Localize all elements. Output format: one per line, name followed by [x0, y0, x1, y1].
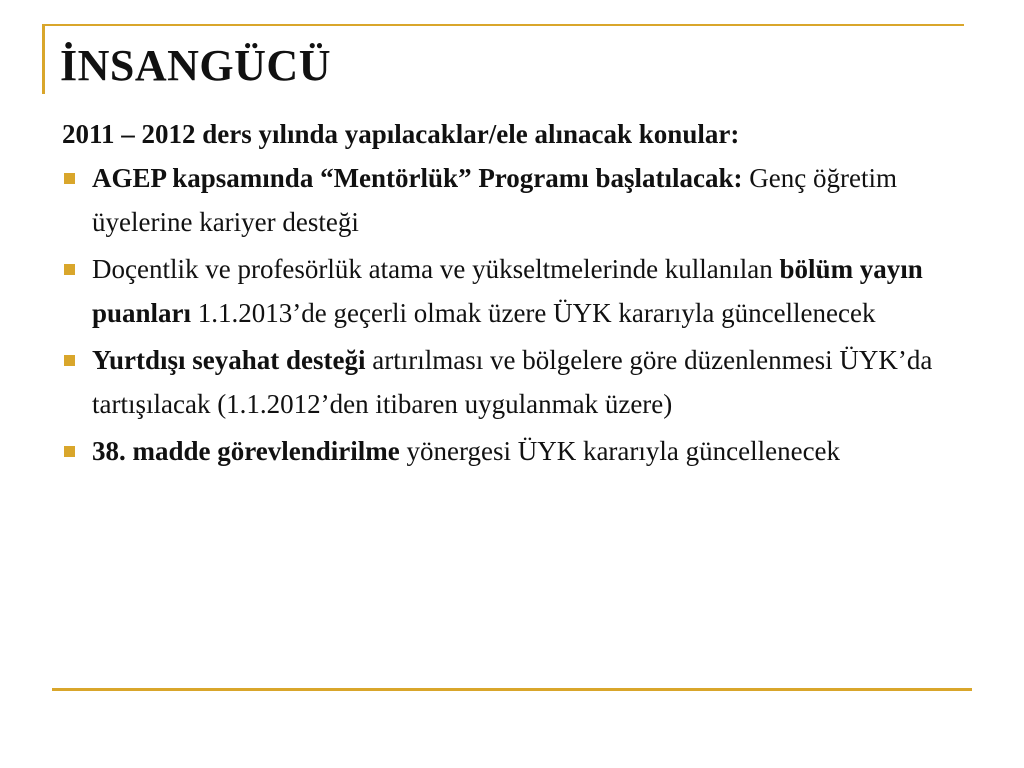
slide-body: [62, 112, 962, 476]
square-bullet-icon: [64, 355, 75, 366]
intro-heading: 2011 – 2012 ders yılında yapılacaklar/ele alınacak konular:: [62, 119, 740, 149]
bullet-text: Genç öğretim üyelerine kariyer desteği: [92, 163, 897, 237]
square-bullet-icon: [64, 264, 75, 275]
footer-rule: [52, 688, 972, 691]
bullet-item-publication-points: [62, 247, 962, 335]
bullet-bold-text: Yurtdışı seyahat desteği: [92, 345, 366, 375]
title-left-rule: [42, 24, 45, 94]
slide-title: İNSANGÜCÜ: [60, 41, 331, 90]
bullet-text: 1.1.2013’de geçerli olmak üzere ÜYK kararıyla güncellenecek: [191, 298, 876, 328]
bullet-item-article-38: [62, 429, 962, 473]
bullet-bold-text: AGEP kapsamında “Mentörlük” Programı başlatılacak:: [92, 163, 743, 193]
bullet-list: [62, 156, 962, 473]
bullet-text: artırılması ve bölgelere göre düzenlenmesi ÜYK’da tartışılacak (1.1.2012’den itibaren uygulanmak üzere): [92, 345, 933, 419]
bullet-lead-text: Doçentlik ve profesörlük atama ve yükseltmelerinde kullanılan: [92, 254, 780, 284]
square-bullet-icon: [64, 173, 75, 184]
bullet-text: yönergesi ÜYK kararıyla güncellenecek: [399, 436, 841, 466]
bullet-bold-text: 38. madde görevlendirilme: [92, 436, 400, 466]
bullet-item-travel-support: [62, 338, 962, 426]
title-top-rule: [42, 24, 964, 26]
square-bullet-icon: [64, 446, 75, 457]
bullet-bold-text: bölüm yayın puanları: [92, 254, 923, 328]
bullet-item-mentorship: [62, 156, 962, 244]
